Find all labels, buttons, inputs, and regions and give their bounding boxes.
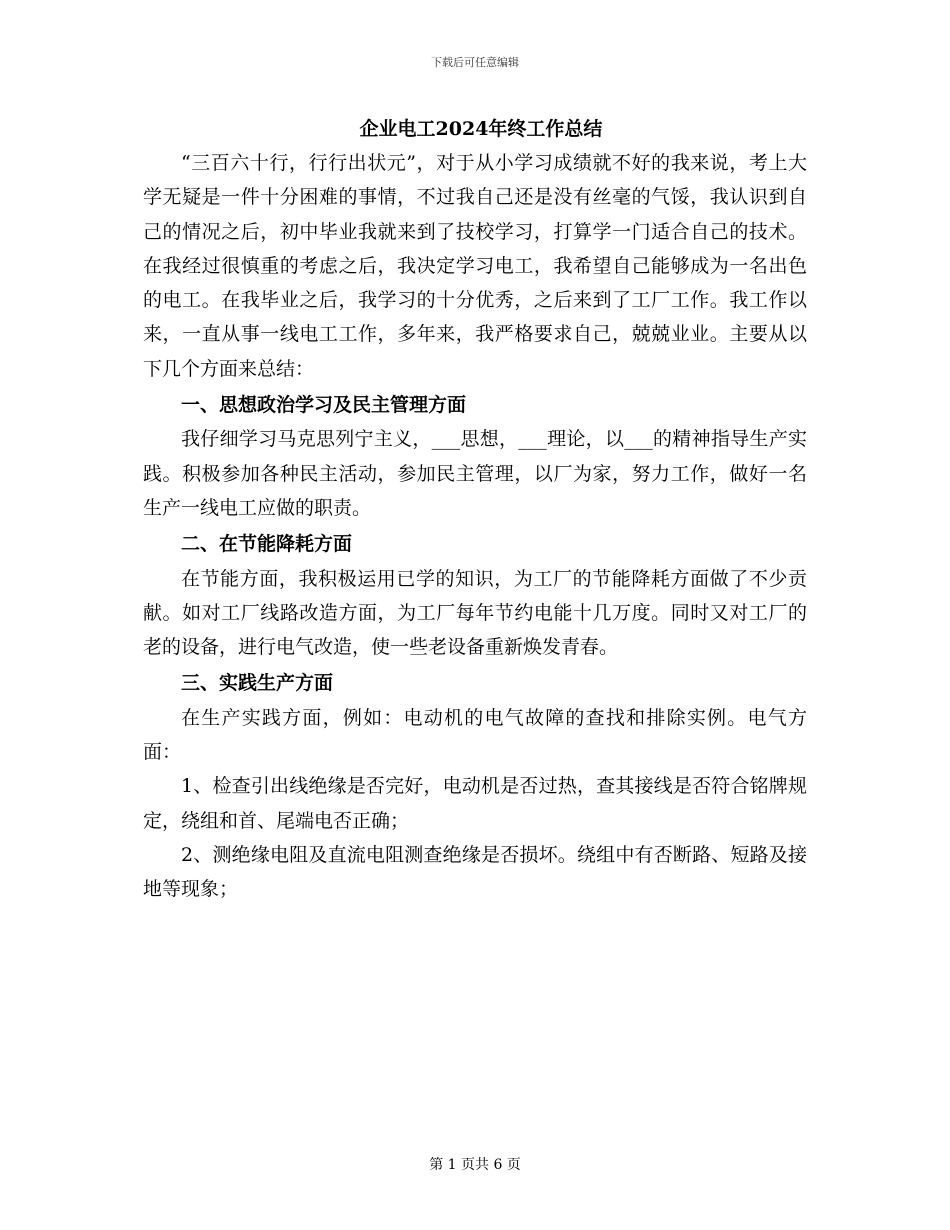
- section-paragraph-practice: 在生产实践方面，例如：电动机的电气故障的查找和排除实例。电气方面：: [143, 706, 807, 764]
- page-number: 第 1 页共 6 页: [429, 1157, 521, 1173]
- header-note: 下载后可任意编辑: [431, 56, 519, 69]
- section-heading-politics: 一、思想政治学习及民主管理方面: [181, 394, 467, 417]
- section-heading-energy: 二、在节能降耗方面: [181, 533, 353, 556]
- intro-paragraph: “三百六十行，行行出状元”，对于从小学习成绩就不好的我来说，考上大学无疑是一件十分困难的事情，不过我自己还是没有丝毫的气馁，我认识到自己的情况之后，初中毕业我就来到了技校学习，打算学一门适合自己的技术。在我经过很慎重的考虑之后，我决定学习电工，我希望自己能够成为一名出色的电工。在我毕业之后，我学习的十分优秀，之后来到了工厂工作。我工作以来，一直从事一线电工工作，多年来，我严格要求自己，兢兢业业。主要从以下几个方面来总结：: [143, 152, 807, 380]
- section-paragraph-energy: 在节能方面，我积极运用已学的知识，为工厂的节能降耗方面做了不少贡献。如对工厂线路改造方面，为工厂每年节约电能十几万度。同时又对工厂的老的设备，进行电气改造，使一些老设备重新焕发青春。: [143, 567, 807, 659]
- document-title: 企业电工2024年终工作总结: [359, 118, 603, 140]
- section-item-2: 2、测绝缘电阻及直流电阻测查绝缘是否损坏。绕组中有否断路、短路及接地等现象；: [143, 843, 807, 901]
- section-item-1: 1、检查引出线绝缘是否完好，电动机是否过热，查其接线是否符合铭牌规定，绕组和首、尾端电否正确；: [143, 775, 807, 832]
- document-body: [143, 112, 807, 907]
- section-paragraph-politics: 我仔细学习马克思列宁主义，___思想，___理论，以___的精神指导生产实践。积极参加各种民主活动，参加民主管理，以厂为家，努力工作，做好一名生产一线电工应做的职责。: [143, 428, 807, 519]
- section-heading-practice: 三、实践生产方面: [181, 672, 334, 695]
